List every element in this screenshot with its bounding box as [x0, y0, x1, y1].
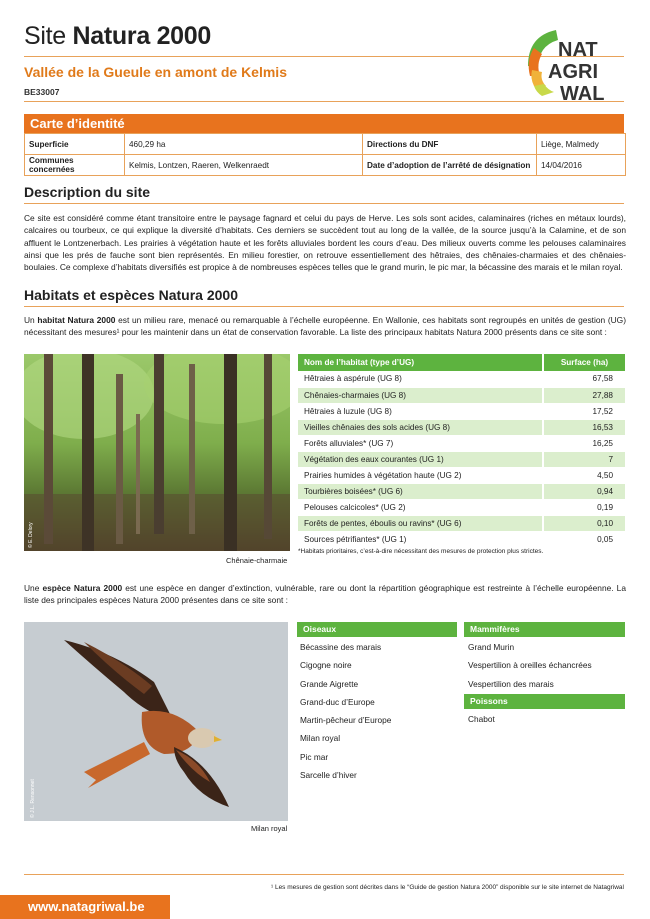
species-item: Pic mar: [300, 751, 329, 762]
habitat-name-cell: Forêts alluviales* (UG 7): [298, 435, 543, 451]
description-divider: [24, 203, 624, 204]
habitat-name-cell: Végétation des eaux courantes (UG 1): [298, 451, 543, 467]
table-row: [298, 532, 625, 548]
species-intro: [24, 582, 626, 607]
table-row: [298, 484, 625, 500]
forest-photo-credit: © E. Delory: [28, 522, 34, 548]
kite-photo-caption: Milan royal: [251, 824, 288, 833]
habitat-name-cell: Sources pétrifiantes* (UG 1): [298, 532, 543, 548]
value-directions: Liège, Malmedy: [537, 134, 626, 155]
table-row: [298, 387, 625, 403]
habitats-footnote: *Habitats prioritaires, c’est-à-dire nécessitant des mesures de protection plus strictes.: [298, 548, 544, 555]
title-bold: Natura 2000: [72, 22, 211, 50]
habitats-divider: [24, 306, 624, 307]
identity-section-title: Carte d’identité: [24, 114, 624, 133]
logo-line1: NAT: [558, 39, 598, 61]
species-item: Cigogne noire: [300, 660, 352, 671]
table-row: [298, 500, 625, 516]
value-date: 14/04/2016: [537, 155, 626, 176]
habitat-surface-cell: 0,05: [543, 532, 625, 548]
poissons-header: Poissons: [464, 694, 625, 709]
logo-graphic: [522, 26, 630, 102]
species-item: Martin-pêcheur d’Europe: [300, 715, 392, 726]
natagriwal-logo: [522, 26, 630, 102]
label-directions: Directions du DNF: [363, 134, 537, 155]
species-item: Grand-duc d’Europe: [300, 696, 375, 707]
species-intro-b: est une espèce en danger d’extinction, vulnérable, rare ou dont la répartition géographique est restreinte à l’échelle européenne. La liste des principales espèces Natura 2000 présentes dans ce site sont :: [24, 583, 626, 606]
species-item: Vespertilion des marais: [468, 678, 554, 689]
species-item: Milan royal: [300, 733, 341, 744]
species-item: Vespertilion à oreilles échancrées: [468, 660, 592, 671]
mammiferes-list: [468, 638, 592, 693]
forest-photo-caption: Chênaie-charmaie: [226, 556, 288, 565]
table-row: [298, 516, 625, 532]
title-prefix: Site: [24, 22, 73, 50]
website-link[interactable]: www.natagriwal.be: [0, 895, 170, 919]
table-row: [298, 451, 625, 467]
habitat-surface-cell: 0,10: [543, 516, 625, 532]
kite-photo: [24, 622, 288, 821]
species-item: Chabot: [468, 714, 495, 724]
habitat-surface-cell: 67,58: [543, 371, 625, 387]
poissons-list: [468, 710, 495, 728]
table-row: [298, 468, 625, 484]
habitat-name-cell: Hêtraies à aspérule (UG 8): [298, 371, 543, 387]
habitat-name-cell: Forêts de pentes, éboulis ou ravins* (UG 6): [298, 516, 543, 532]
species-item: Bécassine des marais: [300, 642, 382, 652]
habitat-surface-cell: 0,94: [543, 484, 625, 500]
habitats-intro-a: Un: [24, 315, 38, 325]
habitats-intro: [24, 314, 626, 339]
habitats-title: Habitats et espèces Natura 2000: [24, 287, 238, 303]
label-superficie: Superficie: [25, 134, 125, 155]
mammiferes-header: Mammifères: [464, 622, 625, 637]
footer-divider: [24, 874, 624, 875]
value-superficie: 460,29 ha: [125, 134, 363, 155]
species-item: Grande Aigrette: [300, 678, 359, 689]
habitat-surface-cell: 16,53: [543, 419, 625, 435]
oiseaux-header: Oiseaux: [297, 622, 457, 637]
habitat-name-cell: Prairies humides à végétation haute (UG 2): [298, 468, 543, 484]
species-item: Sarcelle d’hiver: [300, 770, 357, 781]
table-row: [298, 403, 625, 419]
habitat-surface-cell: 7: [543, 451, 625, 467]
logo-line3: WAL: [560, 83, 605, 102]
species-intro-bold: espèce Natura 2000: [42, 583, 123, 593]
habitat-surface-cell: 27,88: [543, 387, 625, 403]
site-code: BE33007: [24, 87, 60, 97]
table-row: [25, 155, 626, 176]
habitat-name-cell: Chênaies-charmaies (UG 8): [298, 387, 543, 403]
habitat-surface-cell: 0,19: [543, 500, 625, 516]
description-title: Description du site: [24, 184, 151, 200]
habitat-surface-cell: 4,50: [543, 468, 625, 484]
habitat-name-cell: Tourbières boisées* (UG 6): [298, 484, 543, 500]
habitat-surface-cell: 16,25: [543, 435, 625, 451]
table-row: [298, 435, 625, 451]
site-subtitle: Vallée de la Gueule en amont de Kelmis: [24, 64, 287, 80]
kite-photo-credit: © J.L. Rensonnet: [30, 779, 36, 818]
table-row: [25, 134, 626, 155]
col-header-habitat: Nom de l’habitat (type d’UG): [298, 354, 543, 371]
description-text: Ce site est considéré comme étant transitoire entre le paysage fagnard et celui du pays de Herve. Les sols sont acides, calaminaires (riches en métaux lourds), calcaires ou tourbeux, ce qui explique la diversité d’habitats. Ces derniers se succèdent tout au long de la vallée, de la source jusqu’à la Calamine, et de son affluent le Lontzenerbach. Les prairies à végétation haute et les forêts alluviales bordent les cours d’eau. Des milieux ouverts comme les pelouses calaminaires ainsi que les prés de fauche sont bien représentés. En milieu forestier, on retrouve essentiellement des hêtraies, des chênaies-charmaies et des chênaies-boulaies. Ce complexe d’habitats diversifiés est propice à de nombreuses espèces telles que le grand murin, le pic mar, la bécassine des marais et le milan royal.: [24, 213, 626, 273]
habitat-name-cell: Vieilles chênaies des sols acides (UG 8): [298, 419, 543, 435]
label-communes: Communes concernées: [25, 155, 125, 176]
identity-table: [24, 133, 626, 176]
logo-line2: AGRI: [548, 61, 598, 83]
species-intro-a: Une: [24, 583, 43, 593]
oiseaux-list: [300, 638, 391, 784]
habitat-name-cell: Pelouses calcicoles* (UG 2): [298, 500, 543, 516]
col-header-surface: Surface (ha): [543, 354, 625, 371]
habitat-surface-cell: 17,52: [543, 403, 625, 419]
habitats-intro-bold: habitat Natura 2000: [37, 315, 116, 325]
management-footnote: ¹ Les mesures de gestion sont décrites dans le “Guide de gestion Natura 2000” disponible sur le site internet de Natagriwal: [270, 884, 624, 891]
habitats-intro-b: est un milieu rare, menacé ou remarquable à l’échelle européenne. En Wallonie, ces habitats sont regroupés en unités de gestion (UG) nécessitant des mesures¹ pour les maintenir dans un état de conservation favorable. La liste des principaux habitats Natura 2000 présents dans ce site sont :: [24, 315, 626, 338]
page-title: [24, 24, 504, 49]
table-header-row: [298, 354, 625, 371]
forest-photo: [24, 354, 290, 551]
value-communes: Kelmis, Lontzen, Raeren, Welkenraedt: [125, 155, 363, 176]
habitat-name-cell: Hêtraies à luzule (UG 8): [298, 403, 543, 419]
habitats-table: [298, 354, 625, 549]
species-item: Grand Murin: [468, 642, 515, 652]
label-date: Date d’adoption de l’arrêté de désignation: [363, 155, 537, 176]
table-row: [298, 419, 625, 435]
table-row: [298, 371, 625, 387]
